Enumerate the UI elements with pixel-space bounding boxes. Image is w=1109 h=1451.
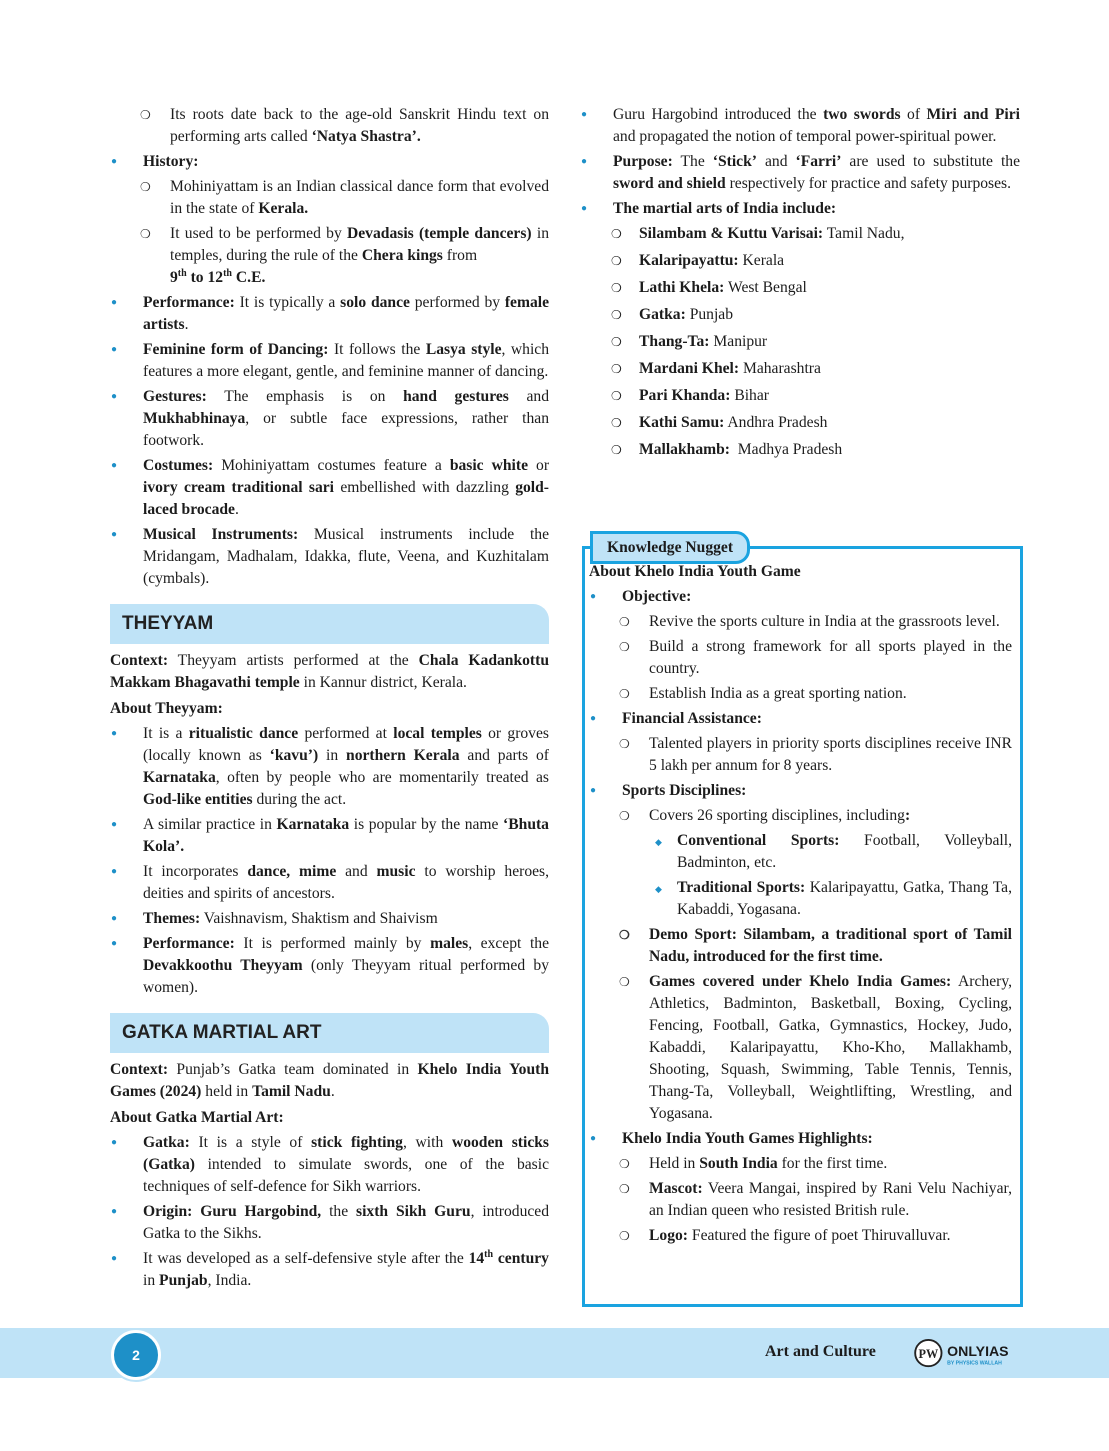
list-item: ● It is a ritualistic dance performed at local temples or groves (locally known as ‘kavu’) in northern Kerala and parts of Karnataka, often by people who are momentarily treated as God-like entities during the act. <box>110 723 549 811</box>
list-item: ● It incorporates dance, mime and music to worship heroes, deities and spirits of ancestors. <box>110 861 549 905</box>
section-heading-gatka: GATKA MARTIAL ART <box>110 1013 549 1053</box>
list-item: ❍ Establish India as a great sporting nation. <box>589 683 1012 705</box>
list-item: ❍ Logo: Featured the figure of poet Thiruvalluvar. <box>589 1225 1012 1247</box>
context-paragraph: Context: Punjab’s Gatka team dominated in Khelo India Youth Games (2024) held in Tamil Nadu. <box>110 1061 549 1100</box>
martial-arts-list <box>580 223 1020 461</box>
list-item: ❍ Gatka: Punjab <box>580 304 1020 326</box>
list-item: ❍ Mascot: Veera Mangai, inspired by Rani Velu Nachiyar, an Indian queen who resisted British rule. <box>589 1178 1012 1222</box>
list-item: ❍ Talented players in priority sports disciplines receive INR 5 lakh per annum for 8 years. <box>589 733 1012 777</box>
list-item: ❍ Demo Sport: Silambam, a traditional sport of Tamil Nadu, introduced for the first time. <box>589 924 1012 968</box>
brand-sub: BY PHYSICS WALLAH <box>947 1360 1002 1367</box>
list-item: ❍ Mardani Khel: Maharashtra <box>580 358 1020 380</box>
context-paragraph: Context: Theyyam artists performed at the Chala Kadankottu Makkam Bhagavathi temple in Kannur district, Kerala. <box>110 652 549 691</box>
list-item: ❍ Mohiniyattam is an Indian classical dance form that evolved in the state of Kerala. <box>110 176 549 220</box>
list-item: ● Khelo India Youth Games Highlights: <box>589 1128 1012 1150</box>
list-item: ● Guru Hargobind introduced the two swords of Miri and Piri and propagated the notion of temporal power-spiritual power. <box>580 104 1020 148</box>
list-item: ◆ Conventional Sports: Football, Volleyball, Badminton, etc. <box>589 830 1012 874</box>
page-number: 2 <box>111 1330 161 1380</box>
list-item: ❍ Games covered under Khelo India Games: Archery, Athletics, Badminton, Basketball, Boxing, Cycling, Fencing, Football, Gatka, Gymnastics, Hockey, Judo, Kabaddi, Kalaripayattu, Kho-Kho, Mallakhamb, Shooting, Squash, Swimming, Table Tennis, Tennis, Thang-Ta, Volleyball, Weightlifting, Wrestling, and Yogasana. <box>589 971 1012 1125</box>
list-item: ❍ Kathi Samu: Andhra Pradesh <box>580 412 1020 434</box>
list-item: ● Costumes: Mohiniyattam costumes feature a basic white or ivory cream traditional sari embellished with dazzling gold-laced brocade. <box>110 455 549 521</box>
list-item: ❍ Thang-Ta: Manipur <box>580 331 1020 353</box>
list-item: ● Financial Assistance: <box>589 708 1012 730</box>
list-item: ● Themes: Vaishnavism, Shaktism and Shaivism <box>110 908 549 930</box>
subheading: About Gatka Martial Art: <box>110 1109 284 1126</box>
list-item: ❍ It used to be performed by Devadasis (temple dancers) in temples, during the rule of the Chera kings from 9th to 12th C.E. <box>110 223 549 289</box>
left-column <box>110 104 549 1295</box>
footer-title: Art and Culture <box>765 1343 876 1360</box>
nugget-title: About Khelo India Youth Game <box>589 563 801 580</box>
list-item: ● Origin: Guru Hargobind, the sixth Sikh Guru, introduced Gatka to the Sikhs. <box>110 1201 549 1245</box>
list-item: ● Performance: It is typically a solo dance performed by female artists. <box>110 292 549 336</box>
list-item: ◆ Traditional Sports: Kalaripayattu, Gatka, Thang Ta, Kabaddi, Yogasana. <box>589 877 1012 921</box>
subheading: About Theyyam: <box>110 700 223 717</box>
list-item: ❍ Lathi Khela: West Bengal <box>580 277 1020 299</box>
list-item: ● History: <box>110 151 549 173</box>
list-item: ● Feminine form of Dancing: It follows the Lasya style, which features a more elegant, gentle, and feminine manner of dancing. <box>110 339 549 383</box>
list-item: ❍ Covers 26 sporting disciplines, including: <box>589 805 1012 827</box>
list-item: ● Sports Disciplines: <box>589 780 1012 802</box>
knowledge-nugget-tab: Knowledge Nugget <box>590 531 750 564</box>
list-item: ● Purpose: The ‘Stick’ and ‘Farri’ are used to substitute the sword and shield respectively for practice and safety purposes. <box>580 151 1020 195</box>
list-item: ❍ Mallakhamb: Madhya Pradesh <box>580 439 1020 461</box>
list-item: ❍ Silambam & Kuttu Varisai: Tamil Nadu, <box>580 223 1020 245</box>
knowledge-nugget-body <box>589 561 1012 1250</box>
list-item: ● The martial arts of India include: <box>580 198 1020 220</box>
list-item: ❍ Build a strong framework for all sports played in the country. <box>589 636 1012 680</box>
list-item: ● A similar practice in Karnataka is popular by the name ‘Bhuta Kola’. <box>110 814 549 858</box>
list-item: ● Gatka: It is a style of stick fighting, with wooden sticks (Gatka) intended to simulate swords, one of the basic techniques of self-defence for Sikh warriors. <box>110 1132 549 1198</box>
onlyias-logo <box>910 1338 1022 1370</box>
list-item: ● Objective: <box>589 586 1012 608</box>
list-item: ● Performance: It is performed mainly by males, except the Devakkoothu Theyyam (only Theyyam ritual performed by women). <box>110 933 549 999</box>
list-item: ● Musical Instruments: Musical instruments include the Mridangam, Madhalam, Idakka, flute, Veena, and Kuzhitalam (cymbals). <box>110 524 549 590</box>
right-column <box>580 104 1020 466</box>
brand-mark: PW <box>918 1346 939 1361</box>
list-item: ● Gestures: The emphasis is on hand gestures and Mukhabhinaya, or subtle face expressions, rather than footwork. <box>110 386 549 452</box>
section-heading-theyyam: THEYYAM <box>110 604 549 644</box>
list-item: ● It was developed as a self-defensive style after the 14th century in Punjab, India. <box>110 1248 549 1292</box>
list-item: ❍ Pari Khanda: Bihar <box>580 385 1020 407</box>
list-item: ❍ Revive the sports culture in India at the grassroots level. <box>589 611 1012 633</box>
list-item: ❍ Held in South India for the first time. <box>589 1153 1012 1175</box>
brand-main: ONLYIAS <box>947 1342 1009 1359</box>
list-item: ❍ Its roots date back to the age-old Sanskrit Hindu text on performing arts called ‘Natya Shastra’. <box>110 104 549 148</box>
list-item: ❍ Kalaripayattu: Kerala <box>580 250 1020 272</box>
